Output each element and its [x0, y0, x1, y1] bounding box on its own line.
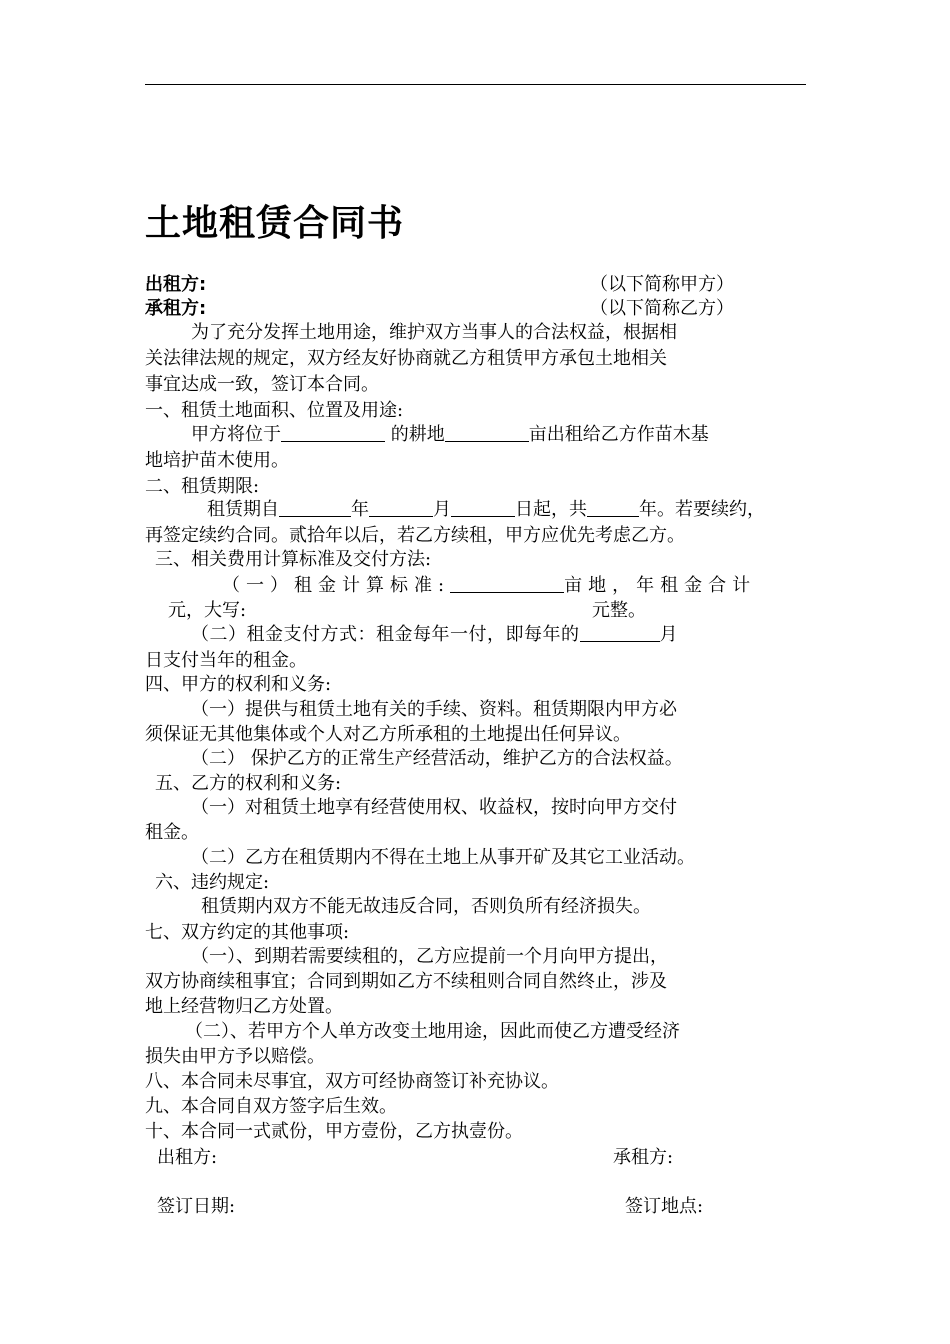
section-4-line-2: 须保证无其他集体或个人对乙方所承租的土地提出任何异议。: [145, 724, 631, 745]
section-1-para: 甲方将位于 的耕地 亩出租给乙方作苗木基: [191, 424, 709, 445]
section-4-line-3: （二） 保护乙方的正常生产经营活动，维护乙方的合法权益。: [191, 748, 683, 769]
start-year-blank: [279, 498, 351, 517]
section-6-line-1: 租赁期内双方不能无故违反合同，否则负所有经济损失。: [201, 896, 651, 917]
section-7-line-3: 地上经营物归乙方处置。: [145, 996, 343, 1017]
lessor-note: （以下简称甲方）: [590, 274, 734, 295]
section-8: 八、本合同未尽事宜，双方可经协商签订补充协议。: [145, 1071, 559, 1092]
section-5-line-3: （二）乙方在租赁期内不得在土地上从事开矿及其它工业活动。: [191, 847, 695, 868]
signature-place: 签订地点:: [625, 1196, 704, 1217]
start-month-blank: [369, 498, 433, 517]
document-title: 土地租赁合同书: [145, 203, 405, 244]
location-blank: [281, 423, 385, 442]
section-4-line-1: （一）提供与租赁土地有关的手续、资料。租赁期限内甲方必: [191, 699, 677, 720]
intro-line-2: 关法律法规的规定，双方经友好协商就乙方租赁甲方承包土地相关: [145, 348, 667, 369]
section-10: 十、本合同一式贰份，甲方壹份，乙方执壹份。: [145, 1121, 523, 1142]
section-2-para: 租赁期自 年 月 日起，共 年。若要续约，: [207, 499, 765, 520]
start-day-blank: [451, 498, 515, 517]
lessee-note: （以下简称乙方）: [590, 298, 734, 319]
lessee-label: 承租方:: [145, 298, 207, 319]
section-5-heading: 五、乙方的权利和义务:: [155, 773, 342, 794]
rent-standard: （一）租金计算标准: 亩地，年租金合计: [222, 575, 757, 596]
section-7-line-2: 双方协商续租事宜；合同到期如乙方不续租则合同自然终止，涉及: [145, 971, 667, 992]
rent-payment-2: 日支付当年的租金。: [145, 650, 307, 671]
rent-capital-suffix: 元整。: [592, 600, 646, 621]
payment-month-blank: [580, 623, 660, 642]
signature-date: 签订日期:: [157, 1196, 236, 1217]
signature-lessor: 出租方:: [157, 1147, 218, 1168]
section-1-heading: 一、租赁土地面积、位置及用途:: [145, 400, 404, 421]
section-7-line-4: （二）、若甲方个人单方改变土地用途，因此而使乙方遭受经济: [185, 1021, 680, 1042]
header-rule: [145, 84, 806, 85]
area-blank: [445, 423, 529, 442]
section-2-para-2: 再签定续约合同。贰拾年以后，若乙方续租，甲方应优先考虑乙方。: [145, 525, 685, 546]
section-9: 九、本合同自双方签字后生效。: [145, 1096, 397, 1117]
section-5-line-2: 租金。: [145, 822, 199, 843]
lessor-label: 出租方:: [145, 274, 207, 295]
term-years-blank: [587, 498, 639, 517]
section-7-line-1: （一）、到期若需要续租的，乙方应提前一个月向甲方提出，: [191, 946, 668, 967]
section-2-heading: 二、租赁期限:: [145, 476, 260, 497]
section-7-line-5: 损失由甲方予以赔偿。: [145, 1046, 325, 1067]
section-7-heading: 七、双方约定的其他事项:: [145, 922, 350, 943]
rent-standard-blank: [450, 574, 564, 593]
rent-capital-label: 元，大写:: [168, 600, 247, 621]
section-6-heading: 六、违约规定:: [155, 872, 270, 893]
intro-line-3: 事宜达成一致，签订本合同。: [145, 374, 379, 395]
signature-lessee: 承租方:: [613, 1147, 674, 1168]
intro-line-1: 为了充分发挥土地用途，维护双方当事人的合法权益，根据相: [191, 322, 677, 343]
section-4-heading: 四、甲方的权利和义务:: [145, 674, 332, 695]
rent-payment: （二）租金支付方式：租金每年一付，即每年的 月: [191, 624, 678, 645]
section-5-line-1: （一）对租赁土地享有经营使用权、收益权，按时向甲方交付: [191, 797, 677, 818]
section-1-para-2: 地培护苗木使用。: [145, 450, 289, 471]
section-3-heading: 三、相关费用计算标准及交付方法:: [155, 549, 432, 570]
